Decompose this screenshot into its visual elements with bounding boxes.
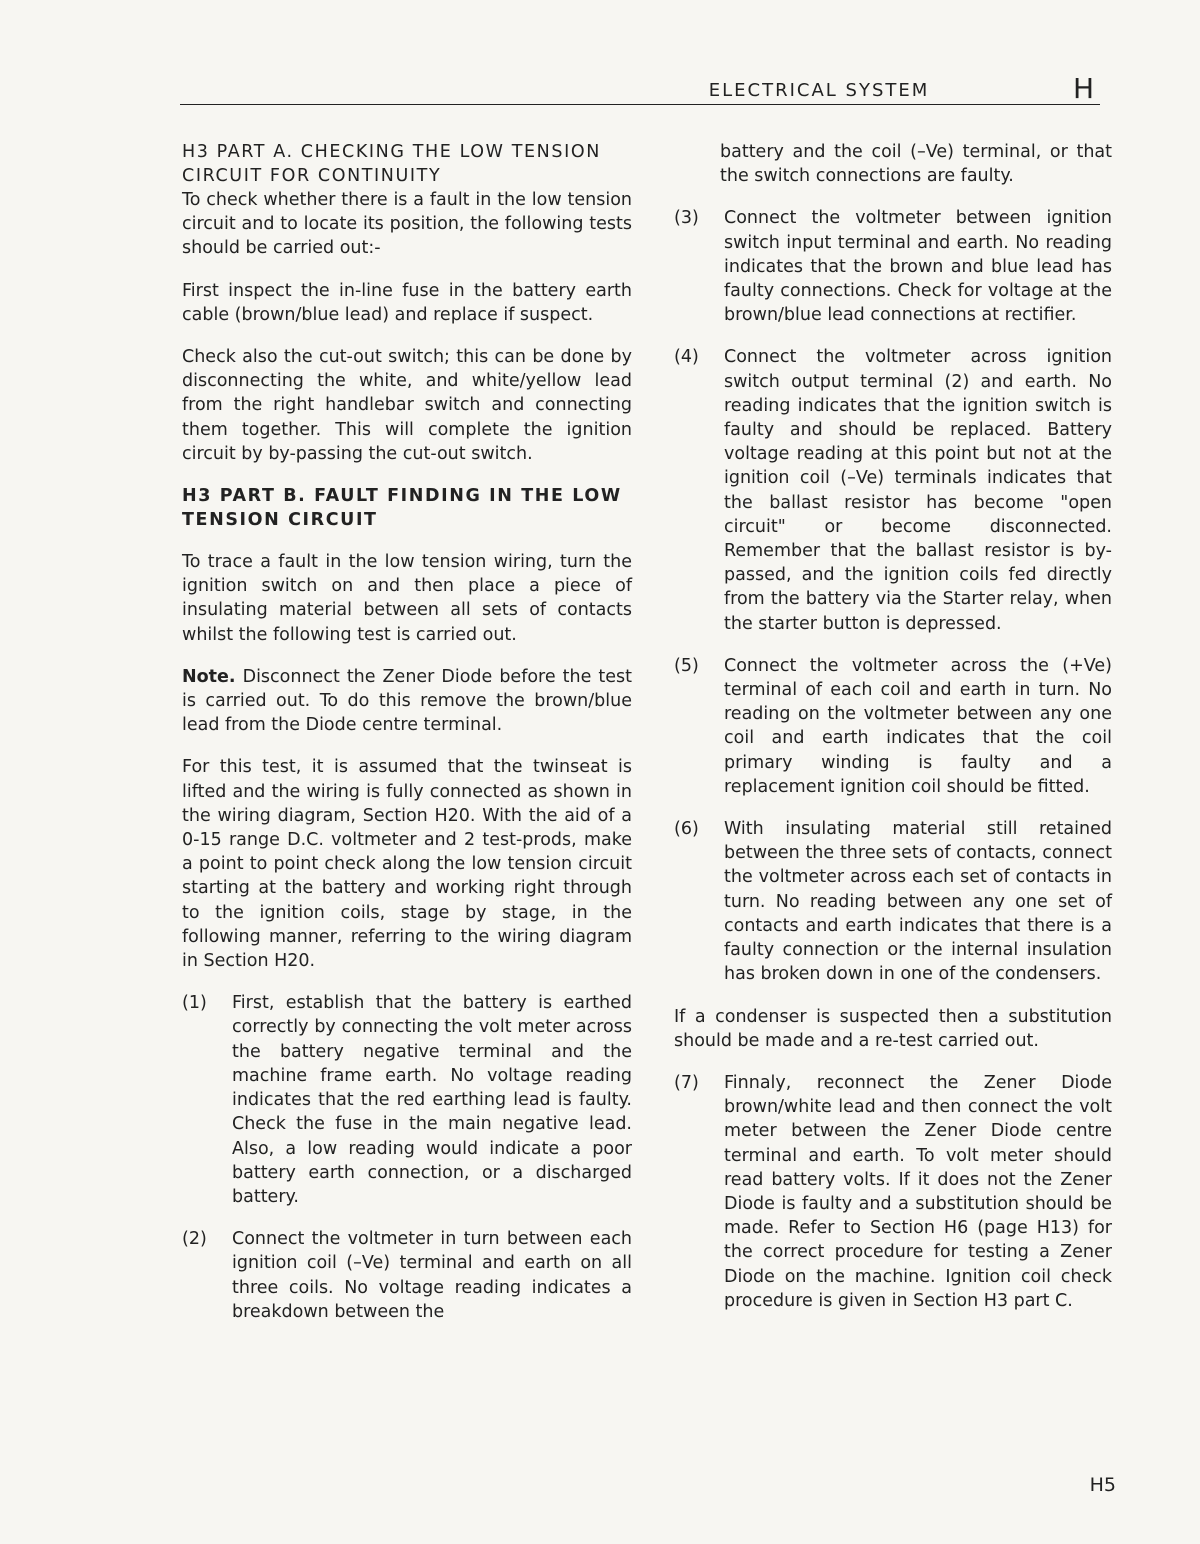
item-text: Connect the voltmeter in turn between each ignition coil (–Ve) terminal and earth on all three coils. No voltage reading indicates a breakdown between the [232,1229,632,1322]
item-number: (2) [182,1229,207,1250]
item-text: Finnaly, reconnect the Zener Diode brown/white lead and then connect the volt meter between the Zener Diode centre terminal and earth. To volt meter should read battery volts. If it does not the Zener Diode is faulty and a substitution should be made. Refer to Section H6 (page H13) for the correct procedure for testing a Zener Diode on the machine. Ignition coil check procedure is given in Section H3 part C. [724,1072,1112,1311]
item-text: Connect the voltmeter across the (+Ve) terminal of each coil and earth in turn. No reading on the voltmeter between any one coil and earth indicates that the coil primary winding is faulty and a replacement ignition coil should be fitted. [724,655,1112,797]
right-column [674,140,1112,1331]
list-item [182,991,632,1209]
list-item [674,206,1112,327]
item-number: (3) [674,208,699,229]
list-item [182,1227,632,1324]
fuse-paragraph: First inspect the in-line fuse in the battery earth cable (brown/blue lead) and replace if suspect. [182,280,632,325]
page-header [180,72,1100,105]
condenser-paragraph: If a condenser is suspected then a substitution should be made and a re-test carried out. [674,1006,1112,1051]
note-paragraph [182,665,632,738]
intro-paragraph: To check whether there is a fault in the low tension circuit and to locate its position, the following tests should be carried out:- [182,190,632,259]
list-item [674,817,1112,986]
section-title: ELECTRICAL SYSTEM [708,80,930,101]
note-text: Disconnect the Zener Diode before the test is carried out. To do this remove the brown/blue lead from the Diode centre terminal. [182,666,632,736]
item-text: First, establish that the battery is earthed correctly by connecting the volt meter across the battery negative terminal and the machine frame earth. No voltage reading indicates that the red earthing lead is faulty. Check the fuse in the main negative lead. Also, a low reading would indicate a poor battery earth connection, or a discharged battery. [232,993,632,1207]
heading-part-a: H3 PART A. CHECKING THE LOW TENSION CIRCUIT FOR CONTINUITY [182,142,601,186]
item-text: Connect the voltmeter across ignition switch output terminal (2) and earth. No reading indicates that the ignition switch is faulty and should be replaced. Battery voltage reading at this point but not at the ignition coil (–Ve) terminals indicates that the ballast resistor has become "open circuit" or become disconnected. Remember that the ballast resistor is by-passed, and the ignition coils fed directly from the battery via the Starter relay, when the starter button is depressed. [724,347,1112,634]
list-item [674,654,1112,799]
item-number: (7) [674,1072,699,1093]
section-letter: H [1072,72,1094,105]
note-label: Note. [182,666,236,687]
continuation-paragraph: battery and the coil (–Ve) terminal, or that the switch connections are faulty. [720,142,1112,187]
heading-part-b: H3 PART B. FAULT FINDING IN THE LOW TENSION CIRCUIT [182,486,622,531]
test-paragraph: For this test, it is assumed that the twinseat is lifted and the wiring is fully connected as shown in the wiring diagram, Section H20. With the aid of a 0-15 range D.C. voltmeter and 2 test-prods, make a point to point check along the low tension circuit starting at the battery and working right through to the ignition coils, stage by stage, in the following manner, referring to the wiring diagram in Section H20. [182,757,632,972]
item-number: (1) [182,993,207,1014]
trace-paragraph: To trace a fault in the low tension wiring, turn the ignition switch on and then place a piece of insulating material between all sets of contacts whilst the following test is carried out. [182,552,632,645]
item-number: (4) [674,347,699,368]
cutout-paragraph: Check also the cut-out switch; this can be done by disconnecting the white, and white/yellow lead from the right handlebar switch and connecting them together. This will complete the ignition circuit by by-passing the cut-out switch. [182,347,632,464]
item-number: (5) [674,655,699,676]
item-text: Connect the voltmeter between ignition switch input terminal and earth. No reading indicates that the brown and blue lead has faulty connections. Check for voltage at the brown/blue lead connections at rectifier. [724,208,1112,326]
left-column [182,140,632,1342]
page-number: H5 [1089,1474,1116,1496]
item-number: (6) [674,819,699,840]
list-item [674,345,1112,635]
list-item [674,1071,1112,1313]
item-text: With insulating material still retained between the three sets of contacts, connect the voltmeter across each set of contacts in turn. No reading between any one set of contacts and earth indicates that there is a faulty connection or the internal insulation has broken down in one of the condensers. [724,819,1112,985]
